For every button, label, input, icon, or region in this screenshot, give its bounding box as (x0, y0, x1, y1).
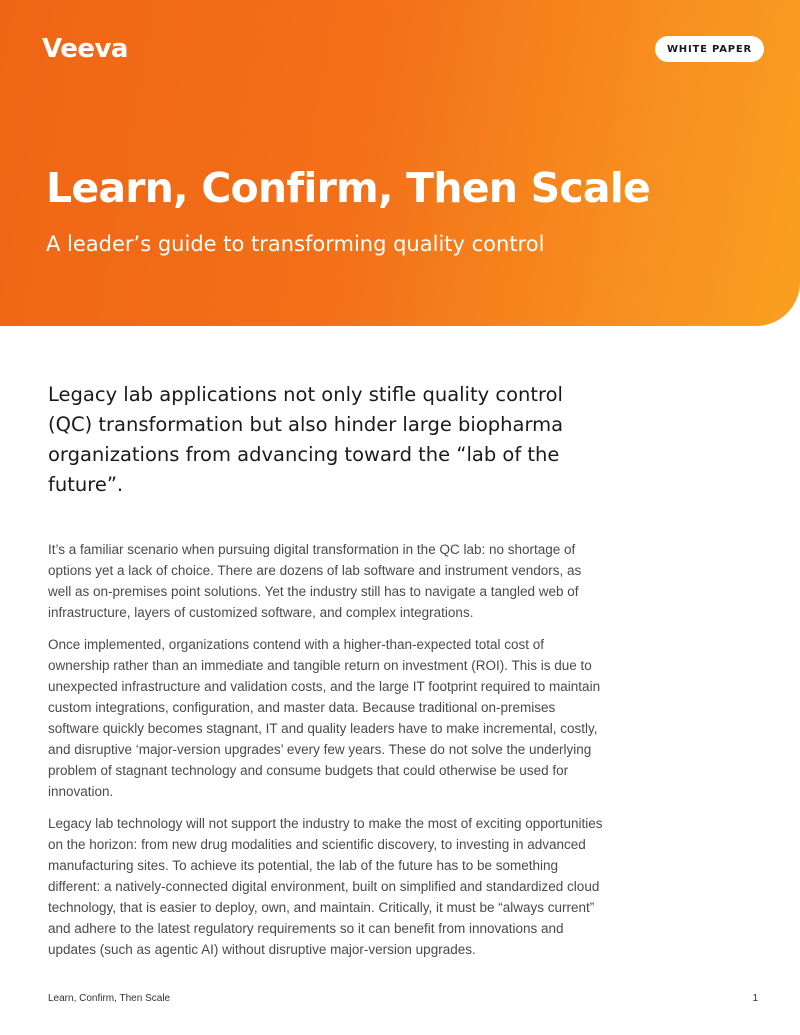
paragraph-1: It’s a familiar scenario when pursuing digital transformation in the QC lab: no shortage of options yet a lack of choice. There are dozens of lab software and instrument vendors, as well as on-premises point solutions. Yet the industry still has to navigate a tangled web of infrastructure, layers of customized software, and complex integrations. (48, 542, 582, 620)
paragraph-3: Legacy lab technology will not support the industry to make the most of exciting opportunities on the horizon: from new drug modalities and scientific discovery, to investing in advanced manufacturing sites. To achieve its potential, the lab of the future has to be something different: a natively-connected digital environment, built on simplified and standardized cloud technology, that is easier to deploy, own, and maintain. Critically, it must be “always current” and adhere to the latest regulatory requirements so it can benefit from innovations and updates (such as agentic AI) without disruptive major-version upgrades. (48, 816, 603, 957)
hero-banner (0, 0, 800, 326)
lead-statement: Legacy lab applications not only stifle quality control (QC) transformation but also hinder large biopharma organizations from advancing toward the “lab of the future”. (48, 383, 564, 496)
body-text (48, 539, 608, 971)
veeva-logo (42, 36, 142, 64)
page-subtitle: A leader’s guide to transforming quality control (46, 232, 545, 256)
logo-text: Veeva (42, 34, 128, 64)
footer-title: Learn, Confirm, Then Scale (48, 993, 171, 1004)
white-paper-badge: WHITE PAPER (655, 36, 764, 62)
page-number: 1 (752, 993, 758, 1004)
paragraph-2: Once implemented, organizations contend with a higher-than-expected total cost of ownership rather than an immediate and tangible return on investment (ROI). This is due to unexpected infrastructure and validation costs, and the large IT footprint required to maintain custom integrations, configuration, and master data. Because traditional on-premises software quickly becomes stagnant, IT and quality leaders have to make incremental, costly, and disruptive ‘major-version upgrades’ every few years. These do not solve the underlying problem of stagnant technology and consume budgets that could otherwise be used for innovation. (48, 637, 601, 799)
page-title: Learn, Confirm, Then Scale (46, 164, 650, 212)
